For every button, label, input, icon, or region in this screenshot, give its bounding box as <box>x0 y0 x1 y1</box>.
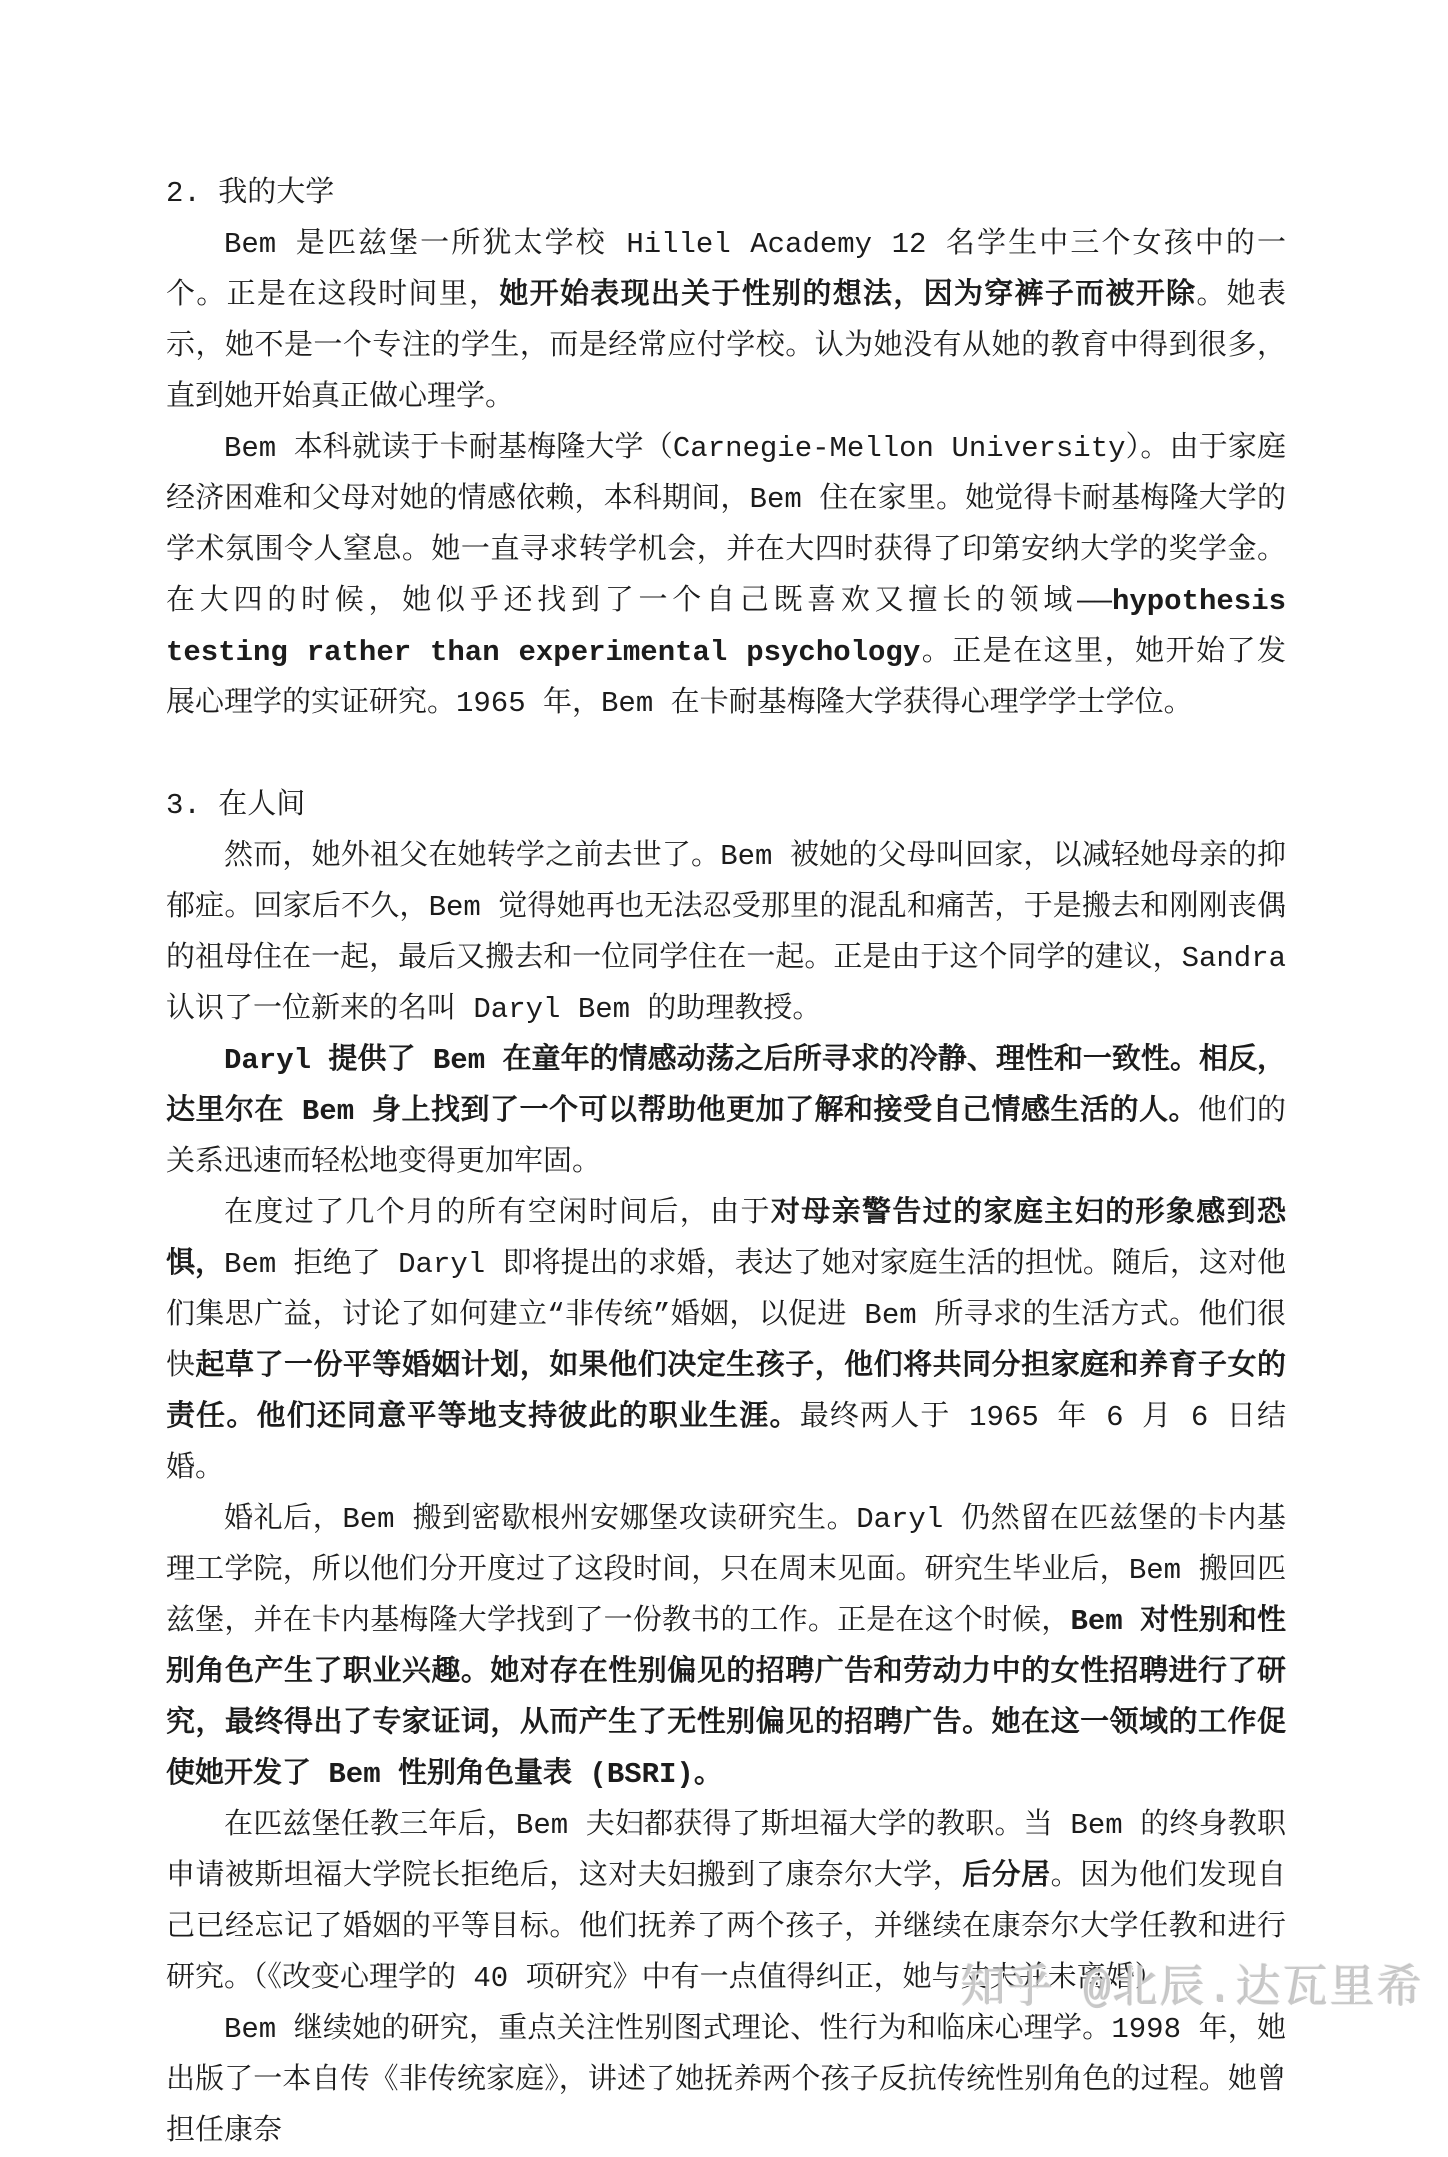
paragraph <box>166 1035 1286 1188</box>
bold-text-run: hypothesis testing rather than experimental psychology <box>166 585 1286 669</box>
paragraph <box>166 831 1286 1035</box>
paragraph <box>166 423 1286 729</box>
bold-text-run: 对母亲警告过的家庭主妇的形象感到恐惧， <box>166 1197 1286 1281</box>
text-run: 最终两人于 1965 年 6 月 6 日结婚。 <box>166 1401 1286 1485</box>
text-run: Bem 继续她的研究，重点关注性别图式理论、性行为和临床心理学。1998 年，她出版了一本自传《非传统家庭》，讲述了她抚养两个孩子反抗传统性别角色的过程。她曾担任康奈 <box>166 2013 1286 2148</box>
bold-text-run: Daryl 提供了 Bem 在童年的情感动荡之后所寻求的冷静、理性和一致性。相反，达里尔在 Bem 身上找到了一个可以帮助他更加了解和接受自己情感生活的人。 <box>166 1044 1286 1128</box>
section-heading: 3. 在人间 <box>166 789 306 822</box>
bold-text-run: 她开始表现出关于性别的想法，因为穿裤子而被开除 <box>499 279 1197 312</box>
bold-text-run: 后分居 <box>962 1860 1051 1893</box>
text-run: 然而，她外祖父在她转学之前去世了。Bem 被她的父母叫回家，以减轻她母亲的抑郁症。回家后不久，Bem 觉得她再也无法忍受那里的混乱和痛苦，于是搬去和刚刚丧偶的祖母住在一起，最后又搬去和一位同学住在一起。正是由于这个同学的建议，Sandra 认识了一位新来的名叫 Daryl Bem 的助理教授。 <box>166 840 1286 1026</box>
text-run: 在匹兹堡任教三年后，Bem 夫妇都获得了斯坦福大学的教职。当 Bem 的终身教职申请被斯坦福大学院长拒绝后，这对夫妇搬到了康奈尔大学， <box>166 1809 1286 1893</box>
bold-text-run: 起草了一份平等婚姻计划，如果他们决定生孩子，他们将共同分担家庭和养育子女的责任。他们还同意平等地支持彼此的职业生涯。 <box>166 1350 1286 1434</box>
paragraph <box>166 2004 1286 2157</box>
text-run: Bem 拒绝了 Daryl 即将提出的求婚，表达了她对家庭生活的担忧。随后，这对他们集思广益，讨论了如何建立“非传统”婚姻，以促进 Bem 所寻求的生活方式。他们很快 <box>166 1248 1286 1383</box>
bold-text-run: Bem 对性别和性别角色产生了职业兴趣。她对存在性别偏见的招聘广告和劳动力中的女性招聘进行了研究，最终得出了专家证词，从而产生了无性别偏见的招聘广告。她在这一领域的工作促使她开发了 Bem 性别角色量表 (BSRI)。 <box>166 1605 1286 1791</box>
paragraph <box>166 219 1286 423</box>
text-run: Bem 是匹兹堡一所犹太学校 Hillel Academy 12 名学生中三个女孩中的一个。正是在这段时间里， <box>166 228 1286 312</box>
text-run: 。正是在这里，她开始了发展心理学的实证研究。1965 年，Bem 在卡耐基梅隆大学获得心理学学士学位。 <box>166 636 1286 720</box>
text-run: 。因为他们发现自己已经忘记了婚姻的平等目标。他们抚养了两个孩子，并继续在康奈尔大学任教和进行研究。（《改变心理学的 40 项研究》中有一点值得纠正，她与丈夫并未离婚） <box>166 1860 1286 1995</box>
text-run: Bem 本科就读于卡耐基梅隆大学（Carnegie-Mellon University）。由于家庭经济困难和父母对她的情感依赖，本科期间，Bem 住在家里。她觉得卡耐基梅隆大学的学术氛围令人窒息。她一直寻求转学机会，并在大四时获得了印第安纳大学的奖学金。在大四的时候，她似乎还找到了一个自己既喜欢又擅长的领域—— <box>166 432 1286 618</box>
zhihu-watermark: 知乎 @北辰.达瓦里希 <box>960 1965 1424 2016</box>
document-content <box>166 168 1286 2157</box>
text-run: 。她表示，她不是一个专注的学生，而是经常应付学校。认为她没有从她的教育中得到很多，直到她开始真正做心理学。 <box>166 279 1286 414</box>
document-section <box>166 168 1286 729</box>
text-run: 在度过了几个月的所有空闲时间后，由于 <box>224 1197 771 1230</box>
text-run: 他们的关系迅速而轻松地变得更加牢固。 <box>166 1095 1286 1179</box>
section-heading: 2. 我的大学 <box>166 177 335 210</box>
paragraph <box>166 1188 1286 1494</box>
text-run: 婚礼后，Bem 搬到密歇根州安娜堡攻读研究生。Daryl 仍然留在匹兹堡的卡内基理工学院，所以他们分开度过了这段时间，只在周末见面。研究生毕业后，Bem 搬回匹兹堡，并在卡内基梅隆大学找到了一份教书的工作。正是在这个时候， <box>166 1503 1286 1638</box>
paragraph <box>166 1494 1286 1800</box>
